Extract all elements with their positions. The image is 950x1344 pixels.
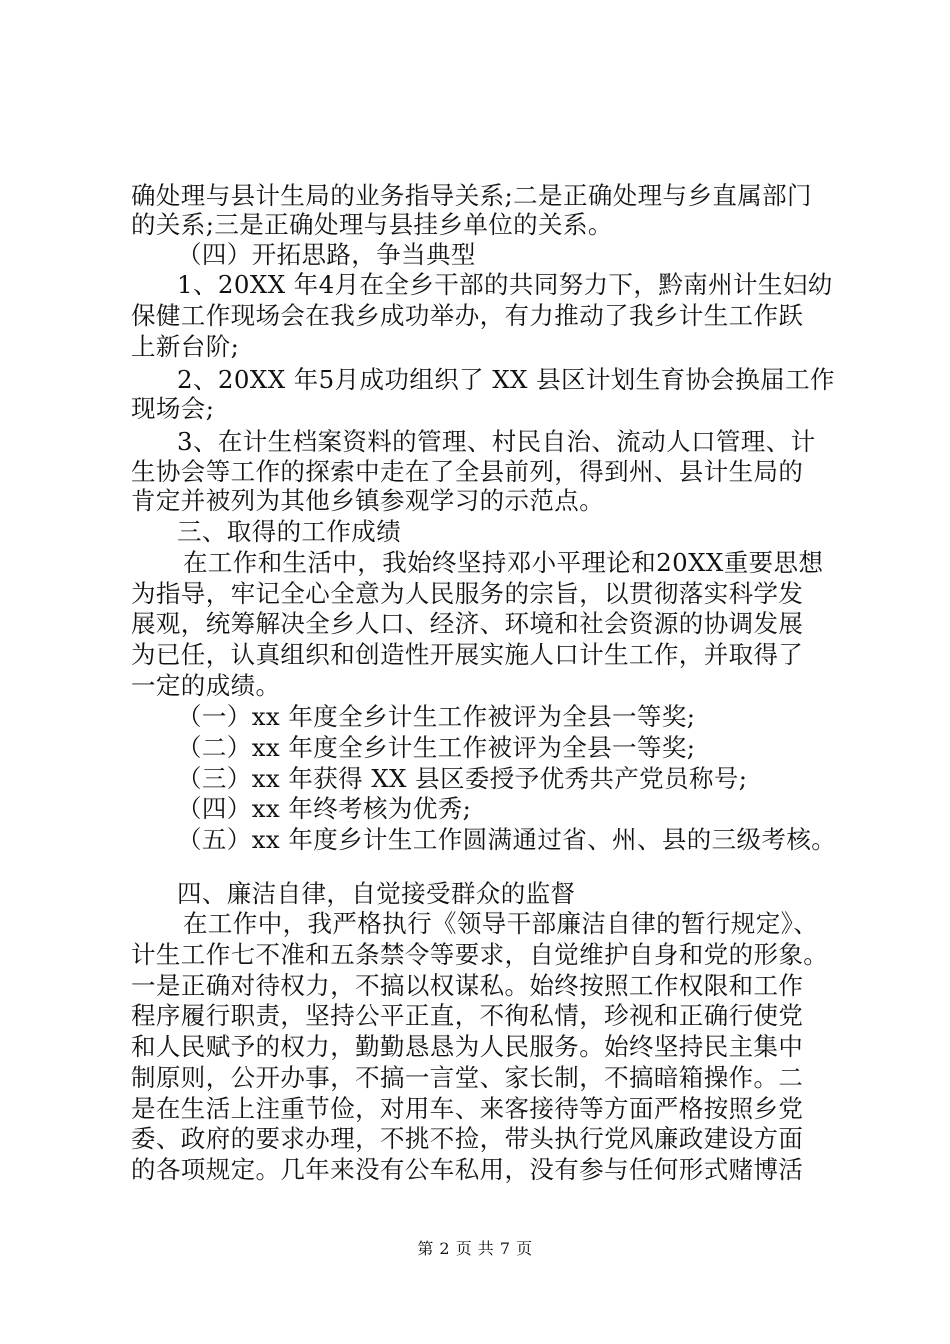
text-line: 生协会等工作的探索中走在了全县前列，得到州、县计生局的 [131, 457, 804, 486]
list-item: （二）xx 年度全乡计生工作被评为全县一等奖; [177, 733, 696, 762]
section-heading: 三、取得的工作成绩 [177, 517, 402, 546]
text-line: 和人民赋予的权力，勤勤恳恳为人民服务。始终坚持民主集中 [131, 1032, 804, 1061]
list-item: （三）xx 年获得 XX 县区委授予优秀共产党员称号; [177, 764, 748, 793]
text-line: 在工作中，我严格执行《领导干部廉洁自律的暂行规定》、 [183, 909, 819, 938]
text-line: 现场会; [131, 394, 215, 423]
text-line: 确处理与县计生局的业务指导关系;二是正确处理与乡直属部门 [131, 181, 812, 210]
text-line: 为指导，牢记全心全意为人民服务的宗旨，以贯彻落实科学发 [131, 579, 804, 608]
text-line: 是在生活上注重节俭，对用车、来客接待等方面严格按照乡党 [131, 1094, 804, 1123]
text-line: 保健工作现场会在我乡成功举办，有力推动了我乡计生工作跃 [131, 301, 804, 330]
text-line: 委、政府的要求办理，不挑不捡，带头执行党风廉政建设方面 [131, 1124, 804, 1153]
text-line: 展观，统筹解决全乡人口、经济、环境和社会资源的协调发展 [131, 609, 804, 638]
page-footer: 第 2 页 共 7 页 [417, 1239, 533, 1258]
text-line: 上新台阶; [131, 332, 240, 361]
text-line: 程序履行职责，坚持公平正直，不徇私情，珍视和正确行使党 [131, 1001, 804, 1030]
list-item: （一）xx 年度全乡计生工作被评为全县一等奖; [177, 702, 696, 731]
text-line: 2、20XX 年5月成功组织了 XX 县区计划生育协会换届工作 [177, 365, 835, 394]
text-line: 计生工作七不准和五条禁令等要求，自觉维护自身和党的形象。 [131, 940, 829, 969]
text-line: 制原则，公开办事，不搞一言堂、家长制，不搞暗箱操作。二 [131, 1063, 804, 1092]
text-line: 一是正确对待权力，不搞以权谋私。始终按照工作权限和工作 [131, 971, 804, 1000]
list-item: （四）xx 年终考核为优秀; [177, 794, 472, 823]
text-line: 3、在计生档案资料的管理、村民自治、流动人口管理、计 [177, 427, 816, 456]
text-line: 为已任，认真组织和创造性开展实施人口计生工作，并取得了 [131, 640, 804, 669]
section-heading: （四）开拓思路，争当典型 [177, 240, 476, 269]
text-line: 肯定并被列为其他乡镇参观学习的示范点。 [131, 486, 605, 515]
text-line: 的各项规定。几年来没有公车私用，没有参与任何形式赌博活 [131, 1155, 804, 1184]
text-line: 1、20XX 年4月在全乡干部的共同努力下，黔南州计生妇幼 [177, 270, 833, 299]
text-line: 在工作和生活中，我始终坚持邓小平理论和20XX重要思想 [183, 548, 824, 577]
list-item: （五）xx 年度乡计生工作圆满通过省、州、县的三级考核。 [177, 825, 837, 854]
section-heading: 四、廉洁自律，自觉接受群众的监督 [177, 879, 576, 908]
text-line: 一定的成绩。 [131, 671, 281, 700]
text-line: 的关系;三是正确处理与县挂乡单位的关系。 [131, 210, 613, 239]
